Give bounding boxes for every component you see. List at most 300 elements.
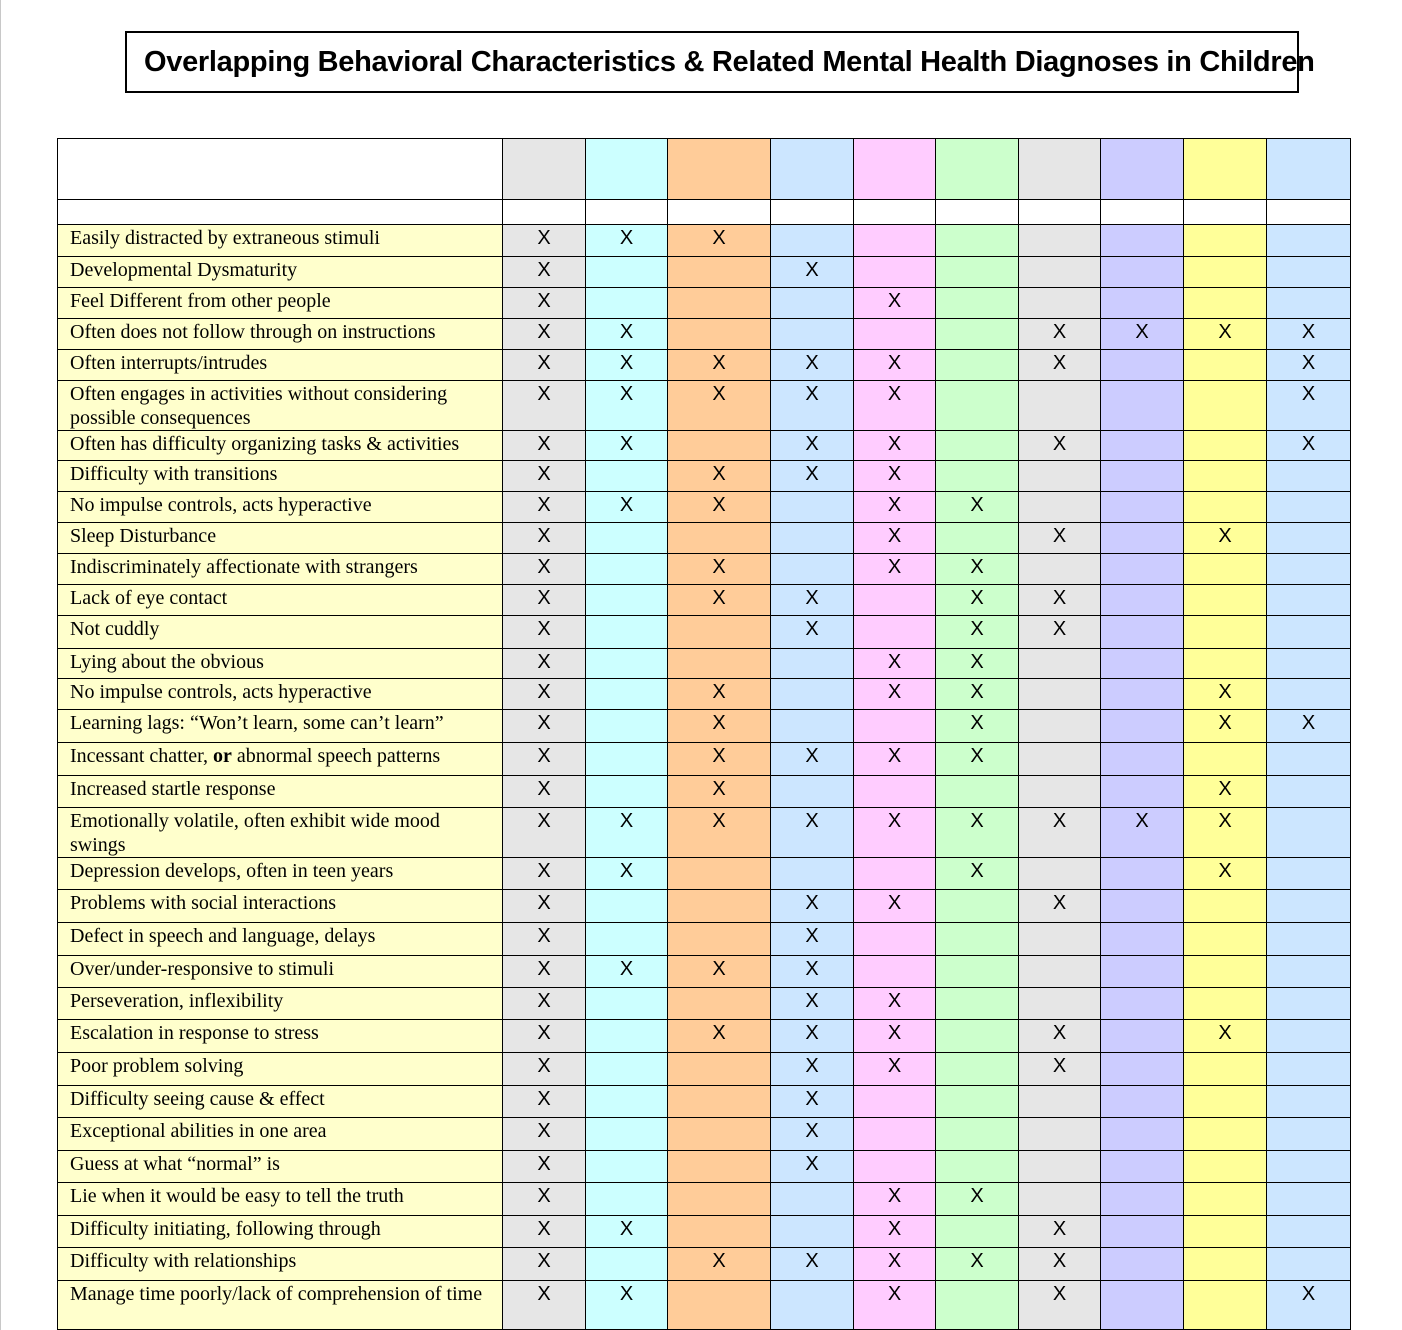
table-row — [58, 350, 1351, 381]
x-mark: X — [712, 1022, 726, 1044]
x-mark: X — [805, 892, 819, 914]
x-mark: X — [805, 1055, 819, 1077]
mark-cell — [1267, 585, 1351, 616]
x-mark: X — [805, 1250, 819, 1272]
mark-cell — [1184, 743, 1267, 776]
x-mark: X — [537, 227, 551, 249]
mark-cell — [586, 1118, 668, 1151]
mark-cell — [668, 1086, 771, 1118]
mark-cell — [1101, 1216, 1184, 1248]
mark-cell — [668, 319, 771, 350]
table-row — [58, 1086, 1351, 1118]
column-category — [1101, 200, 1184, 225]
mark-cell — [668, 585, 771, 616]
column-header — [668, 139, 771, 200]
mark-cell — [1184, 858, 1267, 890]
mark-cell — [586, 1053, 668, 1086]
mark-cell — [854, 988, 936, 1020]
x-mark: X — [537, 352, 551, 374]
mark-cell — [936, 1281, 1019, 1330]
mark-cell — [936, 1183, 1019, 1216]
mark-cell — [668, 1281, 771, 1330]
x-mark: X — [712, 383, 726, 405]
mark-cell — [1267, 554, 1351, 585]
x-mark: X — [712, 745, 726, 767]
mark-cell — [1267, 1248, 1351, 1281]
mark-cell — [936, 1216, 1019, 1248]
x-mark: X — [537, 1218, 551, 1240]
mark-cell — [854, 1053, 936, 1086]
mark-cell — [1184, 1118, 1267, 1151]
table-row — [58, 1118, 1351, 1151]
mark-cell — [1184, 710, 1267, 743]
mark-cell — [586, 710, 668, 743]
mark-cell — [936, 492, 1019, 523]
mark-cell — [936, 1248, 1019, 1281]
x-mark: X — [537, 651, 551, 673]
x-mark: X — [537, 383, 551, 405]
mark-cell — [936, 743, 1019, 776]
x-mark: X — [537, 745, 551, 767]
mark-cell — [854, 776, 936, 808]
mark-cell — [936, 1118, 1019, 1151]
mark-cell — [1019, 381, 1101, 431]
x-mark: X — [712, 681, 726, 703]
mark-cell — [586, 350, 668, 381]
mark-cell — [1267, 319, 1351, 350]
mark-cell — [771, 319, 854, 350]
mark-cell — [668, 554, 771, 585]
mark-cell — [1184, 1281, 1267, 1330]
mark-cell — [854, 225, 936, 257]
mark-cell — [1184, 257, 1267, 288]
x-mark: X — [712, 958, 726, 980]
x-mark: X — [537, 1055, 551, 1077]
mark-cell — [936, 585, 1019, 616]
mark-cell — [503, 890, 586, 923]
mark-cell — [1184, 288, 1267, 319]
mark-cell — [1019, 890, 1101, 923]
x-mark: X — [712, 463, 726, 485]
characteristic-label: Escalation in response to stress — [58, 1020, 503, 1053]
mark-cell — [1184, 616, 1267, 649]
mark-cell — [936, 431, 1019, 461]
mark-cell — [854, 808, 936, 858]
mark-cell — [936, 225, 1019, 257]
characteristic-label: Emotionally volatile, often exhibit wide mood swings — [58, 808, 503, 858]
x-mark: X — [970, 681, 984, 703]
mark-cell — [1019, 743, 1101, 776]
mark-cell — [668, 1053, 771, 1086]
mark-cell — [1101, 554, 1184, 585]
mark-cell — [936, 679, 1019, 710]
table-row — [58, 381, 1351, 431]
table-row — [58, 523, 1351, 554]
mark-cell — [586, 1183, 668, 1216]
x-mark: X — [537, 990, 551, 1012]
mark-cell — [586, 585, 668, 616]
mark-cell — [503, 1151, 586, 1183]
mark-cell — [936, 649, 1019, 679]
mark-cell — [1101, 956, 1184, 988]
x-mark: X — [1052, 618, 1067, 640]
mark-cell — [936, 381, 1019, 431]
mark-cell — [1267, 1216, 1351, 1248]
mark-cell — [586, 319, 668, 350]
mark-cell — [668, 350, 771, 381]
mark-cell — [854, 923, 936, 956]
mark-cell — [1184, 523, 1267, 554]
mark-cell — [936, 808, 1019, 858]
x-mark: X — [1052, 1283, 1067, 1305]
mark-cell — [1019, 988, 1101, 1020]
mark-cell — [503, 649, 586, 679]
mark-cell — [936, 956, 1019, 988]
x-mark: X — [970, 494, 984, 516]
x-mark: X — [1218, 681, 1232, 703]
mark-cell — [1267, 1183, 1351, 1216]
column-category — [771, 200, 854, 225]
mark-cell — [668, 649, 771, 679]
mark-cell — [1101, 679, 1184, 710]
x-mark: X — [537, 525, 551, 547]
x-mark: X — [805, 1088, 819, 1110]
label-part: or — [213, 745, 232, 767]
mark-cell — [1019, 808, 1101, 858]
x-mark: X — [805, 433, 819, 455]
mark-cell — [854, 461, 936, 492]
x-mark: X — [537, 778, 551, 800]
x-mark: X — [970, 745, 984, 767]
mark-cell — [1267, 431, 1351, 461]
column-category — [936, 200, 1019, 225]
x-mark: X — [887, 681, 902, 703]
x-mark: X — [537, 1120, 551, 1142]
mark-cell — [771, 890, 854, 923]
mark-cell — [586, 776, 668, 808]
mark-cell — [503, 1086, 586, 1118]
column-header — [1267, 139, 1351, 200]
mark-cell — [1101, 225, 1184, 257]
mark-cell — [1101, 1086, 1184, 1118]
table-row — [58, 492, 1351, 523]
column-category — [586, 200, 668, 225]
characteristic-label: Perseveration, inflexibility — [58, 988, 503, 1020]
x-mark: X — [537, 1022, 551, 1044]
mark-cell — [771, 288, 854, 319]
characteristics-table — [57, 138, 1351, 1330]
column-header — [1019, 139, 1101, 200]
mark-cell — [668, 381, 771, 431]
mark-cell — [771, 1248, 854, 1281]
table-row — [58, 1216, 1351, 1248]
x-mark: X — [619, 433, 634, 455]
mark-cell — [1184, 225, 1267, 257]
characteristic-label: Developmental Dysmaturity — [58, 257, 503, 288]
table-row — [58, 585, 1351, 616]
mark-cell — [936, 461, 1019, 492]
x-mark: X — [887, 352, 902, 374]
mark-cell — [1101, 710, 1184, 743]
x-mark: X — [1052, 1055, 1067, 1077]
x-mark: X — [805, 1022, 819, 1044]
column-header — [771, 139, 854, 200]
mark-cell — [668, 743, 771, 776]
mark-cell — [1267, 1281, 1351, 1330]
mark-cell — [1267, 1053, 1351, 1086]
mark-cell — [1019, 1053, 1101, 1086]
mark-cell — [854, 1216, 936, 1248]
characteristic-label: Lack of eye contact — [58, 585, 503, 616]
mark-cell — [936, 776, 1019, 808]
mark-cell — [1184, 1053, 1267, 1086]
mark-cell — [586, 257, 668, 288]
x-mark: X — [537, 1185, 551, 1207]
mark-cell — [503, 1020, 586, 1053]
mark-cell — [668, 710, 771, 743]
mark-cell — [771, 350, 854, 381]
mark-cell — [1184, 923, 1267, 956]
mark-cell — [1019, 710, 1101, 743]
x-mark: X — [537, 618, 551, 640]
x-mark: X — [805, 587, 819, 609]
mark-cell — [936, 710, 1019, 743]
x-mark: X — [712, 352, 726, 374]
mark-cell — [936, 1151, 1019, 1183]
mark-cell — [1267, 988, 1351, 1020]
x-mark: X — [805, 745, 819, 767]
mark-cell — [854, 1183, 936, 1216]
x-mark: X — [970, 810, 984, 832]
characteristic-label: Increased startle response — [58, 776, 503, 808]
mark-cell — [503, 492, 586, 523]
mark-cell — [1184, 431, 1267, 461]
mark-cell — [586, 956, 668, 988]
mark-cell — [586, 1020, 668, 1053]
mark-cell — [668, 776, 771, 808]
mark-cell — [503, 225, 586, 257]
mark-cell — [1019, 1281, 1101, 1330]
mark-cell — [1101, 1281, 1184, 1330]
mark-cell — [1184, 1020, 1267, 1053]
mark-cell — [503, 585, 586, 616]
table-row — [58, 890, 1351, 923]
x-mark: X — [887, 990, 902, 1012]
x-mark: X — [970, 1250, 984, 1272]
mark-cell — [854, 257, 936, 288]
x-mark: X — [1052, 352, 1067, 374]
x-mark: X — [1218, 810, 1232, 832]
x-mark: X — [887, 1218, 902, 1240]
mark-cell — [771, 1151, 854, 1183]
characteristic-label: No impulse controls, acts hyperactive — [58, 492, 503, 523]
x-mark: X — [1052, 1022, 1067, 1044]
mark-cell — [1101, 1053, 1184, 1086]
mark-cell — [668, 225, 771, 257]
mark-cell — [854, 1248, 936, 1281]
mark-cell — [854, 890, 936, 923]
mark-cell — [668, 956, 771, 988]
characteristic-label: Lie when it would be easy to tell the truth — [58, 1183, 503, 1216]
mark-cell — [668, 890, 771, 923]
mark-cell — [1184, 1216, 1267, 1248]
mark-cell — [1267, 350, 1351, 381]
characteristic-label: Exceptional abilities in one area — [58, 1118, 503, 1151]
mark-cell — [668, 858, 771, 890]
mark-cell — [586, 1248, 668, 1281]
characteristic-label: Guess at what “normal” is — [58, 1151, 503, 1183]
x-mark: X — [1301, 352, 1316, 374]
characteristic-label: Difficulty with transitions — [58, 461, 503, 492]
mark-cell — [1019, 319, 1101, 350]
x-mark: X — [619, 383, 634, 405]
table-row — [58, 225, 1351, 257]
mark-cell — [771, 225, 854, 257]
mark-cell — [1184, 461, 1267, 492]
x-mark: X — [805, 618, 819, 640]
mark-cell — [586, 616, 668, 649]
mark-cell — [1101, 988, 1184, 1020]
mark-cell — [1019, 616, 1101, 649]
x-mark: X — [1301, 433, 1316, 455]
x-mark: X — [1218, 778, 1232, 800]
mark-cell — [771, 923, 854, 956]
x-mark: X — [1218, 860, 1232, 882]
mark-cell — [586, 679, 668, 710]
x-mark: X — [619, 1283, 634, 1305]
mark-cell — [1019, 523, 1101, 554]
x-mark: X — [970, 587, 984, 609]
x-mark: X — [619, 810, 634, 832]
mark-cell — [1184, 319, 1267, 350]
column-category — [854, 200, 936, 225]
mark-cell — [936, 1086, 1019, 1118]
mark-cell — [1267, 776, 1351, 808]
mark-cell — [668, 431, 771, 461]
mark-cell — [503, 319, 586, 350]
mark-cell — [771, 616, 854, 649]
x-mark: X — [887, 1283, 902, 1305]
x-mark: X — [537, 925, 551, 947]
mark-cell — [854, 858, 936, 890]
characteristic-label: Often does not follow through on instructions — [58, 319, 503, 350]
x-mark: X — [887, 1185, 902, 1207]
mark-cell — [1019, 1118, 1101, 1151]
x-mark: X — [887, 1022, 902, 1044]
mark-cell — [586, 1281, 668, 1330]
mark-cell — [1267, 649, 1351, 679]
column-header — [1101, 139, 1184, 200]
mark-cell — [936, 288, 1019, 319]
table-row — [58, 858, 1351, 890]
mark-cell — [771, 808, 854, 858]
mark-cell — [503, 923, 586, 956]
mark-cell — [503, 808, 586, 858]
x-mark: X — [619, 860, 634, 882]
mark-cell — [771, 988, 854, 1020]
mark-cell — [1019, 350, 1101, 381]
mark-cell — [668, 808, 771, 858]
mark-cell — [503, 1216, 586, 1248]
mark-cell — [1267, 956, 1351, 988]
table-row — [58, 319, 1351, 350]
mark-cell — [586, 554, 668, 585]
characteristic-label: Manage time poorly/lack of comprehension of time — [58, 1281, 503, 1330]
table-row — [58, 808, 1351, 858]
mark-cell — [668, 1183, 771, 1216]
mark-cell — [1101, 492, 1184, 523]
x-mark: X — [805, 958, 819, 980]
x-mark: X — [712, 778, 726, 800]
mark-cell — [586, 1216, 668, 1248]
mark-cell — [586, 923, 668, 956]
x-mark: X — [1135, 810, 1149, 832]
x-mark: X — [712, 1250, 726, 1272]
x-mark: X — [887, 556, 902, 578]
mark-cell — [771, 776, 854, 808]
mark-cell — [854, 679, 936, 710]
x-mark: X — [805, 352, 819, 374]
mark-cell — [668, 257, 771, 288]
x-mark: X — [537, 1283, 551, 1305]
mark-cell — [586, 381, 668, 431]
mark-cell — [771, 461, 854, 492]
x-mark: X — [887, 494, 902, 516]
mark-cell — [771, 1086, 854, 1118]
mark-cell — [854, 350, 936, 381]
characteristic-label: Lying about the obvious — [58, 649, 503, 679]
mark-cell — [1267, 679, 1351, 710]
x-mark: X — [1052, 810, 1067, 832]
mark-cell — [1101, 288, 1184, 319]
mark-cell — [1184, 492, 1267, 523]
mark-cell — [668, 492, 771, 523]
mark-cell — [1267, 890, 1351, 923]
mark-cell — [1101, 858, 1184, 890]
characteristic-label: Learning lags: “Won’t learn, some can’t learn” — [58, 710, 503, 743]
x-mark: X — [887, 892, 902, 914]
mark-cell — [1101, 743, 1184, 776]
header-label — [58, 139, 503, 200]
table-row — [58, 431, 1351, 461]
mark-cell — [1267, 288, 1351, 319]
mark-cell — [1267, 1020, 1351, 1053]
x-mark: X — [1052, 525, 1067, 547]
mark-cell — [668, 523, 771, 554]
x-mark: X — [537, 433, 551, 455]
mark-cell — [1267, 225, 1351, 257]
table-row — [58, 1183, 1351, 1216]
mark-cell — [503, 1248, 586, 1281]
mark-cell — [1184, 956, 1267, 988]
characteristic-label: Often has difficulty organizing tasks & activities — [58, 431, 503, 461]
mark-cell — [668, 1118, 771, 1151]
mark-cell — [1267, 461, 1351, 492]
mark-cell — [1101, 649, 1184, 679]
characteristic-label: Over/under-responsive to stimuli — [58, 956, 503, 988]
mark-cell — [668, 461, 771, 492]
mark-cell — [1267, 381, 1351, 431]
x-mark: X — [537, 290, 551, 312]
characteristic-label: Difficulty seeing cause & effect — [58, 1086, 503, 1118]
table-row — [58, 679, 1351, 710]
x-mark: X — [537, 1250, 551, 1272]
characteristic-label: Often interrupts/intrudes — [58, 350, 503, 381]
mark-cell — [1101, 616, 1184, 649]
mark-cell — [771, 492, 854, 523]
mark-cell — [1184, 649, 1267, 679]
column-header — [586, 139, 668, 200]
